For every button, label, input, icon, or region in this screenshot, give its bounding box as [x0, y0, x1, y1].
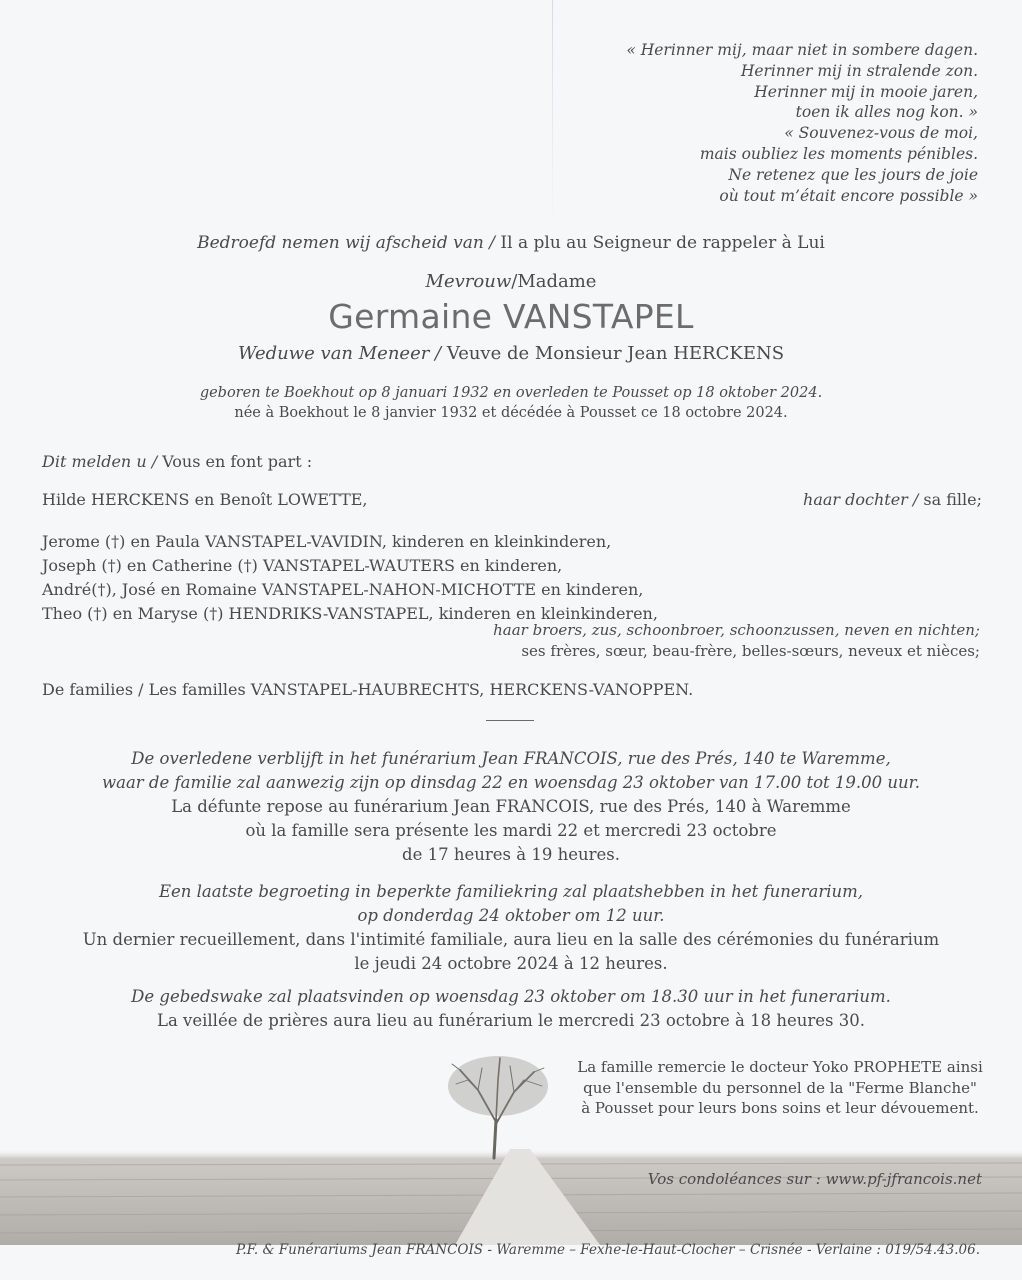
wake-info [0, 985, 1022, 1033]
card-fold-line [552, 0, 553, 230]
intro [0, 233, 1022, 253]
title-fr: /Madame [511, 271, 597, 292]
poem-line: Herinner mij in mooie jaren, [754, 82, 978, 101]
poem [578, 40, 978, 206]
greet-fr-2: le jeudi 24 octobre 2024 à 12 heures. [354, 954, 668, 973]
funeral-home-footer: P.F. & Funérariums Jean FRANCOIS - Waremme – Fexhe-le-Haut-Clocher – Crisnée - Verlaine : 019/54.43.06. [236, 1242, 980, 1258]
family-member-line: André(†), José en Romaine VANSTAPEL-NAHON-MICHOTTE en kinderen, [42, 580, 644, 599]
thanks-line: La famille remercie le docteur Yoko PROPHETE ainsi [577, 1058, 983, 1076]
widow-nl: Weduwe van Meneer / [237, 343, 442, 364]
poem-line: « Souvenez-vous de moi, [784, 124, 978, 143]
poem-line: « Herinner mij, maar niet in sombere dagen. [626, 41, 978, 59]
greet-nl-2: op donderdag 24 oktober om 12 uur. [357, 906, 665, 925]
widow-line [0, 343, 1022, 364]
announce-line [42, 452, 982, 471]
members-relation-nl: haar broers, zus, schoonbroer, schoonzussen, neven en nichten; [493, 621, 980, 639]
birth-death-fr: née à Boekhout le 8 janvier 1932 et décédée à Pousset ce 18 octobre 2024. [234, 405, 788, 421]
family-member-line: Jerome (†) en Paula VANSTAPEL-VAVIDIN, kinderen en kleinkinderen, [42, 532, 612, 551]
wake-fr: La veillée de prières aura lieu au funérarium le mercredi 23 octobre à 18 heures 30. [157, 1011, 865, 1030]
poem-line: mais oubliez les moments pénibles. [699, 144, 978, 163]
announce-fr: Vous en font part : [162, 452, 313, 471]
poem-line: toen ik alles nog kon. » [795, 103, 978, 122]
daughter-relation [803, 490, 982, 509]
rest-info [0, 747, 1022, 867]
poem-line: Ne retenez que les jours de joie [728, 165, 978, 184]
title-nl: Mevrouw [425, 271, 512, 292]
thanks [545, 1057, 1015, 1119]
poem-line: où tout m’était encore possible » [719, 186, 978, 205]
intro-nl: Bedroefd nemen wij afscheid van / [197, 233, 495, 253]
greet-nl-1: Een laatste begroeting in beperkte familiekring zal plaatshebben in het funerarium, [158, 882, 864, 901]
condolences-link[interactable]: Vos condoléances sur : www.pf-jfrancois.net [647, 1170, 982, 1188]
family-member-line: Joseph (†) en Catherine (†) VANSTAPEL-WAUTERS en kinderen, [42, 556, 563, 575]
greeting-info [0, 880, 1022, 976]
birth-death-nl: geboren te Boekhout op 8 januari 1932 en overleden te Pousset op 18 oktober 2024. [199, 385, 823, 401]
deceased-name: Germaine VANSTAPEL [328, 297, 694, 336]
poem-line: Herinner mij in stralende zon. [740, 61, 978, 80]
rest-nl-1: De overledene verblijft in het funérarium Jean FRANCOIS, rue des Prés, 140 te Waremme, [131, 749, 891, 768]
tree-icon [438, 1050, 558, 1160]
rest-nl-2: waar de familie zal aanwezig zijn op dinsdag 22 en woensdag 23 oktober van 17.00 tot 19.00 uur. [102, 773, 920, 792]
announce-nl: Dit melden u / [42, 452, 158, 471]
title [0, 271, 1022, 292]
daughter-line [42, 490, 982, 509]
thanks-line: à Pousset pour leurs bons soins et leur dévouement. [581, 1099, 979, 1117]
wake-nl: De gebedswake zal plaatsvinden op woensdag 23 oktober om 18.30 uur in het funerarium. [131, 987, 891, 1006]
thanks-line: que l'ensemble du personnel de la "Ferme Blanche" [583, 1078, 977, 1097]
members-relation [493, 620, 980, 662]
field-landscape-image [0, 1145, 1022, 1245]
daughter-names: Hilde HERCKENS en Benoît LOWETTE, [42, 490, 368, 509]
daughter-relation-fr: sa fille; [923, 490, 982, 509]
separator [486, 720, 534, 721]
rest-fr-2: où la famille sera présente les mardi 22 et mercredi 23 octobre [245, 821, 777, 840]
families-line: De families / Les familles VANSTAPEL-HAUBRECHTS, HERCKENS-VANOPPEN. [42, 680, 694, 699]
members-relation-fr: ses frères, sœur, beau-frère, belles-sœurs, neveux et nièces; [521, 642, 980, 660]
family-member-line: Theo (†) en Maryse (†) HENDRIKS-VANSTAPEL, kinderen en kleinkinderen, [42, 604, 658, 623]
family-members [42, 530, 982, 626]
intro-fr: Il a plu au Seigneur de rappeler à Lui [500, 233, 825, 253]
widow-fr: Veuve de Monsieur Jean HERCKENS [446, 343, 785, 364]
rest-fr-1: La défunte repose au funérarium Jean FRANCOIS, rue des Prés, 140 à Waremme [171, 797, 851, 816]
daughter-relation-nl: haar dochter / [803, 490, 919, 509]
rest-fr-3: de 17 heures à 19 heures. [402, 845, 620, 864]
greet-fr-1: Un dernier recueillement, dans l'intimité familiale, aura lieu en la salle des cérémonies du funérarium [82, 930, 940, 949]
birth-death [0, 383, 1022, 423]
